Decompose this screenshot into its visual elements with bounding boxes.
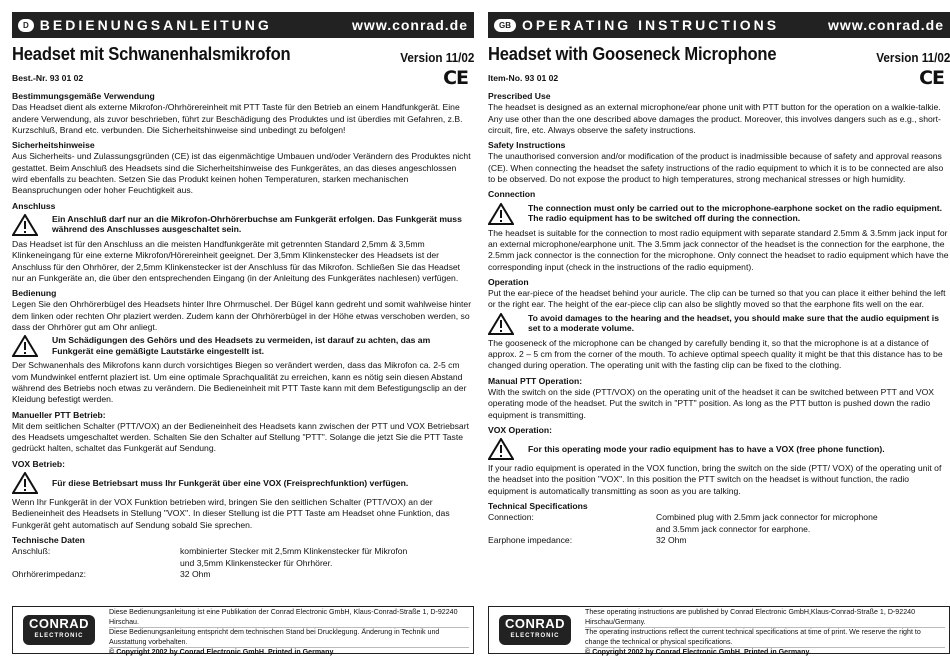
section-heading: Manual PTT Operation: [488,375,583,386]
spec-key: Connection: [488,512,534,523]
section-heading: Technical Specifications [488,501,588,512]
warning-box [12,214,474,236]
warning-text: For this operating mode your radio equipment has to have a VOX (free phone function). [528,444,885,455]
header-bar [488,12,950,38]
spec-value: and 3.5mm jack connector for earphone. [656,523,811,534]
warning-text: Ein Anschluß darf nur an die Mikrofon-Ohrhörerbuchse am Funkgerät erfolgen. Das Funkgerät muss während des Anschlusses ausgeschaltet sein. [52,213,462,235]
warning-box [488,438,950,460]
german-column [12,12,474,654]
footer [488,606,950,654]
section-heading: Safety Instructions [488,140,566,151]
warning-icon [488,438,514,460]
section-text: Mit dem seitlichen Schalter (PTT/VOX) an der Bedieneinheit des Headsets kann zwischen der PTT und VOX Betriebsart des Headsets umgeschaltet werden. Schalten Sie den Schalter auf Stellung "PTT". Solange die jetzt Sie die PTT Taste gedrückt halten, schaltet das Funkgerät auf Sendung. [12,420,469,454]
ce-mark-icon: CE [919,67,944,89]
footer-disclaimer: Diese Bedienungsanleitung entspricht dem technischen Stand bei Drucklegung. Änderung in Technik und Ausstattung vorbehalten. [109,628,469,648]
footer-disclaimer: The operating instructions reflect the current technical specifications at time of print. We reserve the right to change the technical or physical specifications. [585,628,945,648]
section-text: Legen Sie den Ohrhörerbügel des Headsets hinter Ihre Ohrmuschel. Der Bügel kann gedreht und somit wahlweise hinter dem linken oder rechten Ohr plaziert werden. Zudem kann der Ohrhörerbügel in der Höhe etwas verschoben werden, so dass der Ohrhörer gut am Ohr anliegt. [12,299,472,333]
warning-text: To avoid damages to the hearing and the headset, you should make sure that the audio equipment is set to a moderate volume. [528,312,939,334]
warning-box [488,203,950,225]
document-title: Headset with Gooseneck Microphone [488,44,777,64]
warning-icon [488,313,514,335]
section-heading: VOX Operation: [488,424,552,435]
footer [12,606,474,654]
warning-icon [12,472,38,494]
warning-text: Um Schädigungen des Gehörs und des Headsets zu vermeiden, ist darauf zu achten, das am Funkgerät eine gemäßigte Lautstärke eingestellt ist. [52,335,431,356]
spec-key: Earphone impedance: [488,534,573,545]
section-text: The unauthorised conversion and/or modification of the product is inadmissible because of safety and approval reasons (CE). When connecting the headset the safety instructions of the radio equipment to which it is to be connected are also to be observed. Do not expose the product to high temperatures, strong mechanical stresses or high humidity. [488,151,944,185]
section-text: Wenn Ihr Funkgerät in der VOX Funktion betrieben wird, bringen Sie den seitlichen Schalter (PTT/VOX) an der Bedieneinheit des Headsets in Stellung "VOX". In dieser Stellung ist die PTT Taste am Headset ohne Funktion, das Funkgerät geht automatisch auf Sendung sobald Sie sprechen. [12,497,450,530]
spec-row [488,535,950,546]
section-heading: Sicherheitshinweise [12,140,95,151]
website-url: www.conrad.de [352,17,468,33]
spec-row [12,569,474,580]
spec-row [488,512,950,523]
spec-value: 32 Ohm [656,534,687,545]
footer-copyright: © Copyright 2002 by Conrad Electronic GmbH. Printed in Germany. [585,648,811,656]
document-title: Headset mit Schwanenhalsmikrofon [12,44,291,64]
section-text: If your radio equipment is operated in the VOX function, bring the switch on the side (PTT/ VOX) of the operating unit of the headset into the position "VOX". In this position the PTT switch on the headset is without function, the radio equipment is automatically transmitting as soon as you are talking. [488,463,942,496]
section-heading: Operation [488,276,529,287]
footer-publisher: Diese Bedienungsanleitung ist eine Publikation der Conrad Electronic GmbH, Klaus-Conrad-Straße 1, D-92240 Hirschau. [109,608,469,628]
language-badge: D [18,19,34,32]
spec-row [488,524,950,535]
conrad-logo: CONRAD ELECTRONIC [499,615,571,645]
spec-row [12,546,474,557]
header-title: BEDIENUNGSANLEITUNG [39,17,272,33]
spec-key: Anschluß: [12,546,51,557]
website-url: www.conrad.de [828,17,944,33]
warning-text: Für diese Betriebsart muss Ihr Funkgerät über eine VOX (Freisprechfunktion) verfügen. [52,478,409,489]
section-text: The gooseneck of the microphone can be changed by carefully bending it, so that the microphone is at a distance of approx. 2 – 5 cm from the corner of the mouth. To achieve optimal speech quality it might be that this distance has to be changed during operation. The operating unit with the fasting clip can be fixed to the clothing. [488,337,943,371]
section-heading: Manueller PTT Betrieb: [12,409,106,420]
section-heading: Prescribed Use [488,91,551,101]
footer-publisher: These operating instructions are published by Conrad Electronic GmbH,Klaus-Conrad-Straße 1, D-92240 Hirschau/Germany. [585,608,945,628]
warning-icon [12,335,38,357]
spec-value: 32 Ohm [180,568,211,579]
section-heading: Technische Daten [12,534,85,545]
section-heading: VOX Betrieb: [12,458,66,469]
spec-value: kombinierter Stecker mit 2,5mm Klinkenstecker für Mikrofon [180,546,408,557]
section-text: Der Schwanenhals des Mikrofons kann durch vorsichtiges Biegen so verändert werden, dass das Mikrofon ca. 2-5 cm vom Mundwinkel entfernt plaziert ist. Um eine optimale Sprachqualität zu erreichen, kann es nötig sein diesen Abstand während des Betriebs noch etwas zu verändern. Die Bedieneinheit mit PTT Taste kann mit dem Befestigungsclip an der Kleidung befestigt werden. [12,360,467,405]
language-badge: GB [494,19,516,32]
section-text: The headset is designed as an external microphone/ear phone unit with PTT button for the operation on a walkie-talkie. Any use other than the one described above damages the product. Moreover, this involves dangers such as e.g., short-circuit, fire, etc. Always observe the safety instructions. [488,102,941,135]
conrad-logo: CONRAD ELECTRONIC [23,615,95,645]
section-heading: Anschluss [12,200,56,211]
spec-value: und 3,5mm Klinkenstecker für Ohrhörer. [180,557,333,568]
header-bar [12,12,474,38]
spec-value: Combined plug with 2.5mm jack connector for microphone [656,512,878,523]
warning-icon [488,203,514,225]
warning-box [12,472,474,494]
section-text: Put the ear-piece of the headset behind your auricle. The clip can be turned so that you can place it either behind the left or the right ear. The height of the ear-piece clip can also be slightly moved so that the earphone fits well on the ear. [488,288,946,310]
section-heading: Bedienung [12,288,57,299]
section-heading: Connection [488,189,536,200]
version-label: Version 11/02 [399,50,474,65]
warning-text: The connection must only be carried out to the microphone-earphone socket on the radio equipment. The radio equipment has to be switched off during the connection. [528,202,942,224]
footer-copyright: © Copyright 2002 by Conrad Electronic GmbH. Printed in Germany. [109,648,335,656]
header-title: OPERATING INSTRUCTIONS [522,17,780,33]
spec-key: Ohrhörerimpedanz: [12,568,87,579]
version-label: Version 11/02 [875,50,950,65]
item-number: Item-No. 93 01 02 [488,73,559,83]
warning-icon [12,214,38,236]
section-heading: Bestimmungsgemäße Verwendung [12,91,155,101]
section-text: With the switch on the side (PTT/VOX) on the operating unit of the headset it can be switched between PTT and VOX operating mode of the headset. Put the switch in "PTT" position. As long as the PTT button is pushed down the radio equipment is transmitting. [488,386,935,420]
section-text: Das Headset dient als externe Mikrofon-/Ohrhörereinheit mit PTT Taste für den Betrieb an einem Handfunkgerät. Eine andere Verwendung, als zuvor beschrieben, führt zur Beschädigung des Produktes und ist überdies mit Gefahren, z.B. Kurzschluß, Brand etc. verbunden. Die Sicherheitshinweise sind unbedingt zu befolgen! [12,102,463,135]
section-text: The headset is suitable for the connection to most radio equipment with separate standard 2.5mm & 3.5mm jack input for an external microphone/earphone unit. The 3.5mm jack connector of the headset is the connection for the earphone, the 2.5mm jack connector is the connection for the microphone. Only connect the headset to radio equipment which have the corresponding input (check in the instructions of the radio equipment). [488,227,949,272]
section-text: Das Headset ist für den Anschluss an die meisten Handfunkgeräte mit getrennten Standard 2,5mm & 3,5mm Klinkeneingang für eine externe Mikrofon/Hörereinheit geeignet. Der 3,5mm Klinkenstecker des Headsets ist der Anschluss für den Ohrhörer, der 2,5mm Klinkenstecker ist der Anschluss für das Mikrofon. Schließen Sie das Headset nur an Funkgeräte an, die über den entsprechenden Eingang (in der Anleitung des Funkgerätes nachlesen) verfügen. [12,238,461,283]
item-number: Best.-Nr. 93 01 02 [12,73,84,83]
section-text: Aus Sicherheits- und Zulassungsgründen (CE) ist das eigenmächtige Umbauen und/oder Verändern des Produktes nicht gestattet. Beim Anschluß des Headsets sind die Sicherheitshinweise des Funkgerätes, an das dieses angeschlossen wird ebenfalls zu beachten. Setzen Sie das Produkt keinen hohen Temperaturen, starken mechanischen Beanspruchungen oder hoher Feuchtigkeit aus. [12,151,471,196]
warning-box [488,313,950,335]
ce-mark-icon: CE [443,67,468,89]
spec-row [12,558,474,569]
warning-box [12,335,474,357]
english-column [488,12,950,654]
